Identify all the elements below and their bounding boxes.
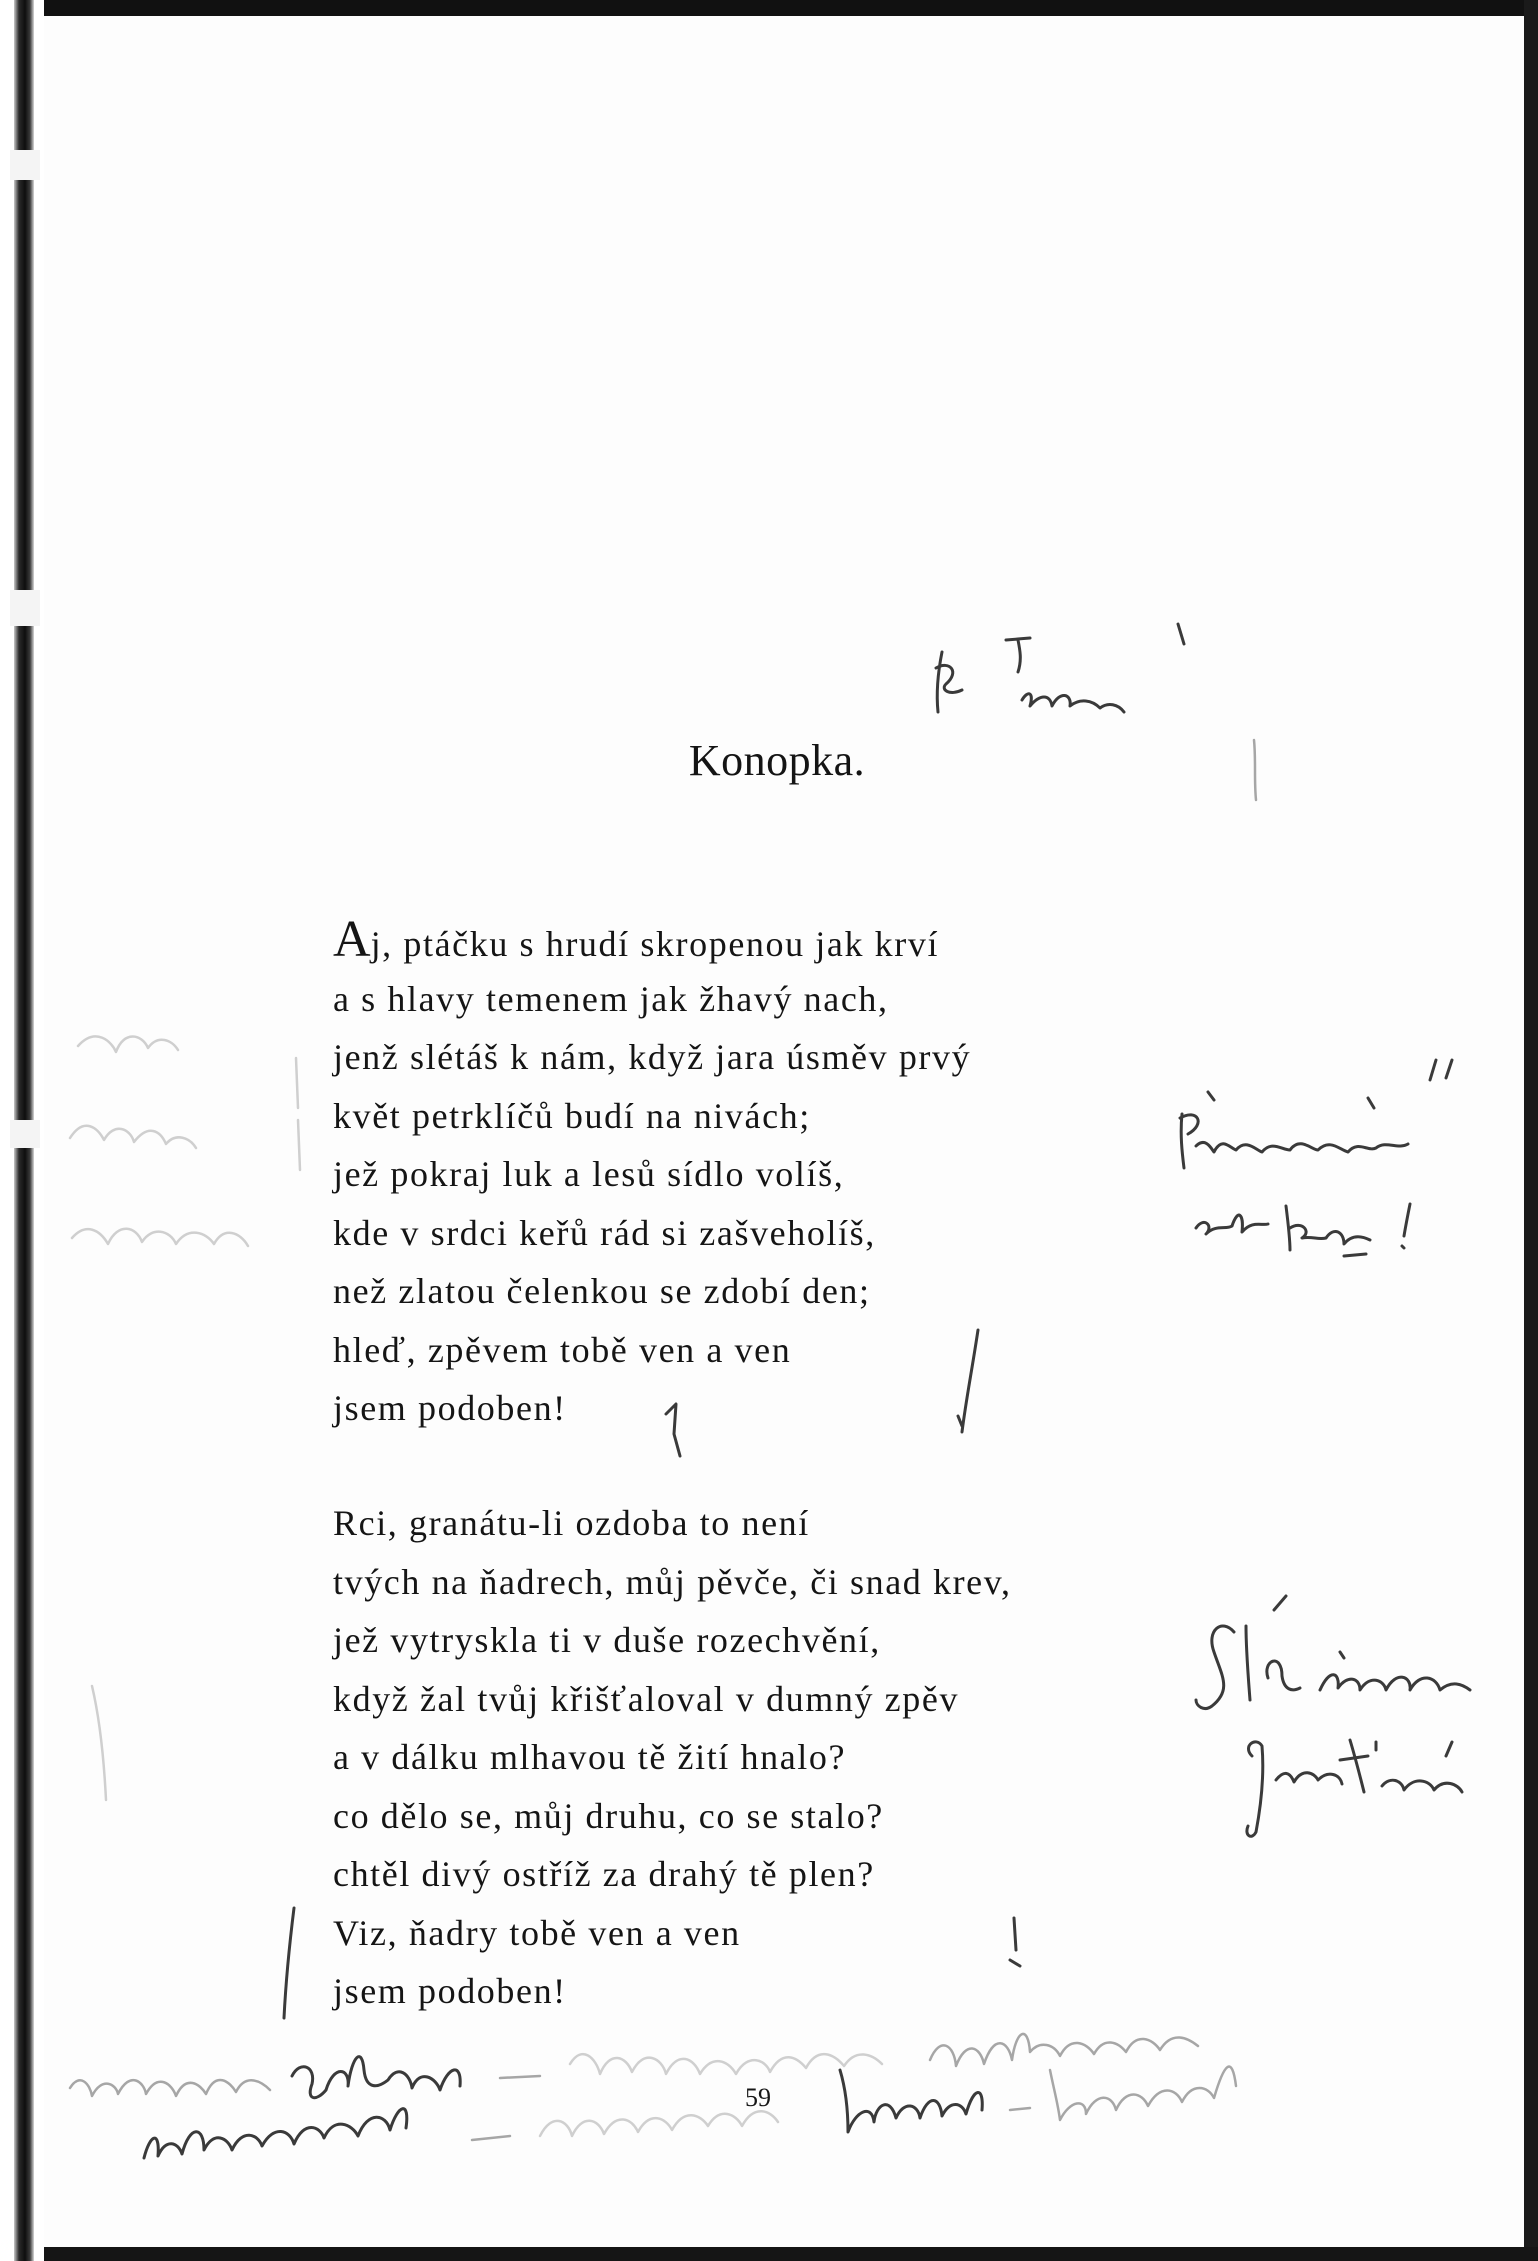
poem-line: jenž slétáš k nám, když jara úsměv prvý <box>333 1037 972 1077</box>
poem-line: co dělo se, můj druhu, co se stalo? <box>333 1795 884 1836</box>
poem-line: hleď, zpěvem tobě ven a ven <box>333 1329 792 1370</box>
page-number: 59 <box>745 2083 771 2112</box>
spine-gap <box>10 590 40 626</box>
poem-line: a s hlavy temenem jak žhavý nach, <box>333 978 889 1019</box>
poem-line: Aj, ptáčku s hrudí skropenou jak krví <box>333 911 940 968</box>
poem-line: tvých na ňadrech, můj pěvče, či snad krev, <box>333 1561 1012 1602</box>
scan-border-bottom <box>0 2247 1538 2261</box>
handwritten-bracket <box>284 1908 294 2018</box>
poem-line: než zlatou čelenkou se zdobí den; <box>333 1271 871 1311</box>
poem-line: kde v srdci keřů rád si zašveholíš, <box>333 1212 876 1253</box>
poem-line: a v dálku mlhavou tě žití hnalo? <box>333 1737 847 1777</box>
poem-line: květ petrklíčů budí na nivách; <box>333 1095 811 1136</box>
poem-line: jsem podoben! <box>333 1971 567 2011</box>
handwritten-note-bottom <box>70 2034 1236 2158</box>
spine-gap <box>10 150 40 180</box>
stanza-1 <box>333 911 971 1438</box>
poem-line: když žal tvůj křišťaloval v dumný zpěv <box>333 1678 960 1719</box>
handwritten-note-stanza-1 <box>1180 1060 1452 1256</box>
scan-border-top <box>0 0 1538 16</box>
erased-note-left-margin <box>70 1036 300 1800</box>
spine-gap <box>10 1120 40 1148</box>
poem-line: chtěl divý ostříž za drahý tě plen? <box>333 1854 875 1894</box>
stanza-2 <box>333 1494 1012 2021</box>
handwritten-note-stanza-2 <box>1196 1596 1470 1836</box>
poem-line: jež vytryskla ti v duše rozechvění, <box>333 1620 881 1660</box>
poem-line: jsem podoben! <box>333 1388 567 1428</box>
scan-border-right <box>1524 0 1538 2261</box>
poem-line: jež pokraj luk a lesů sídlo volíš, <box>333 1154 845 1194</box>
poem-line: Rci, granátu-li ozdoba to není <box>333 1503 810 1543</box>
poem-line: Viz, ňadry tobě ven a ven <box>333 1912 741 1953</box>
drop-cap: A <box>333 911 371 968</box>
poem-title: Konopka. <box>688 736 866 785</box>
